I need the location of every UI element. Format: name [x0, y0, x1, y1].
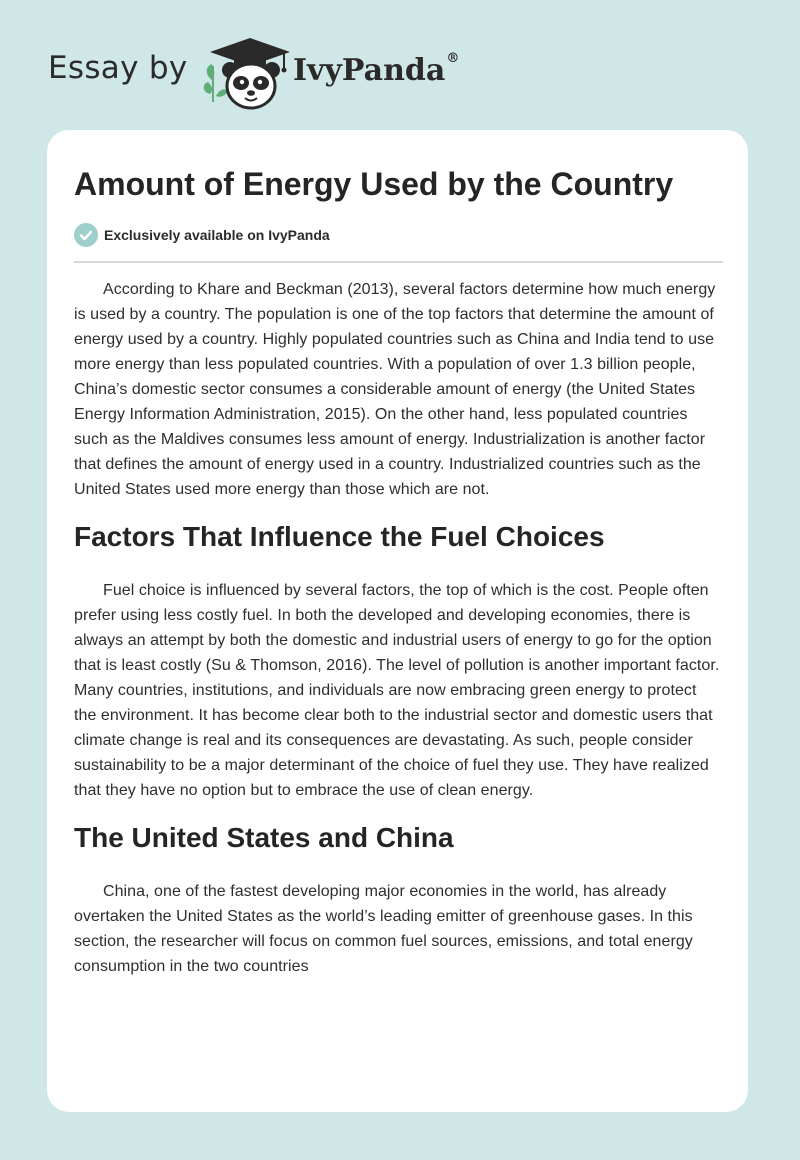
check-circle-icon — [74, 223, 98, 247]
panda-graduate-logo-icon[interactable] — [200, 36, 292, 110]
exclusive-badge — [74, 222, 330, 248]
paragraph-us-china: China, one of the fastest developing major economies in the world, has already overtaken the United States as the world’s leading emitter of greenhouse gases. In this section, the researcher will focus on common fuel sources, emissions, and total energy consumption in the two countries — [74, 883, 693, 975]
site-header — [0, 0, 800, 130]
article-card — [47, 130, 748, 1112]
article-title: Amount of Energy Used by the Country — [74, 166, 674, 202]
divider — [74, 261, 723, 263]
heading-us-china: The United States and China — [74, 822, 454, 853]
article-body — [74, 277, 723, 979]
brand-name[interactable]: IvyPanda® — [293, 51, 460, 88]
registered-mark: ® — [446, 51, 460, 66]
badge-text: Exclusively available on IvyPanda — [104, 227, 330, 243]
paragraph-fuel-choices: Fuel choice is influenced by several factors, the top of which is the cost. People often prefer using less costly fuel. In both the developed and developing economies, there is always an attempt by both the domestic and industrial users of energy to go for the option that is least costly (Su & Thomson, 2016). The level of pollution is another important factor. Many countries, institutions, and individuals are now embracing green energy to protect the environment. It has become clear both to the industrial sector and domestic users that climate change is real and its consequences are devastating. As such, people consider sustainability to be a major determinant of the choice of fuel they use. They have realized that they have no option but to embrace the use of clean energy. — [74, 582, 720, 799]
brand-prefix: Essay by — [48, 50, 188, 86]
paragraph-intro: According to Khare and Beckman (2013), several factors determine how much energy is used by a country. The population is one of the top factors that determine the amount of energy used by a country. Highly populated countries such as China and India tend to use more energy than less populated countries. With a population of over 1.3 billion people, China’s domestic sector consumes a considerable amount of energy (the United States Energy Information Administration, 2015). On the other hand, less populated countries such as the Maldives consumes less amount of energy. Industrialization is another factor that defines the amount of energy used in a country. Industrialized countries such as the United States used more energy than those which are not. — [74, 281, 716, 498]
heading-fuel-choices: Factors That Influence the Fuel Choices — [74, 521, 605, 552]
